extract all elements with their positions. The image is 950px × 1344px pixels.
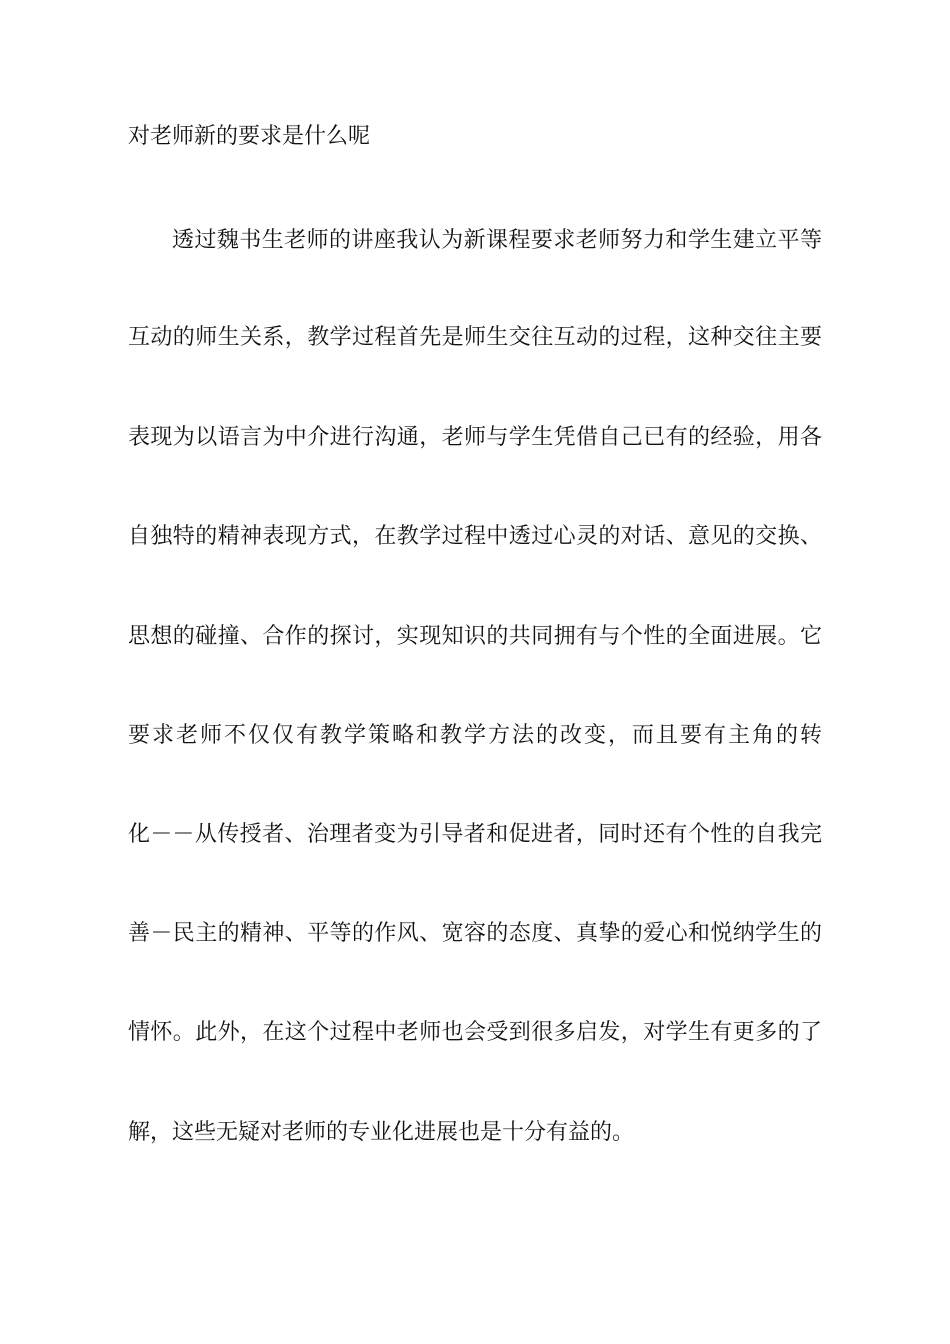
paragraph-line: 情怀。此外，在这个过程中老师也会受到很多启发，对学生有更多的了: [128, 1020, 822, 1045]
paragraph-line: 透过魏书生老师的讲座我认为新课程要求老师努力和学生建立平等: [172, 228, 822, 253]
paragraph-line: 化－－从传授者、治理者变为引导者和促进者，同时还有个性的自我完: [128, 822, 822, 847]
document-heading: 对老师新的要求是什么呢: [128, 124, 371, 149]
paragraph-line: 互动的师生关系，教学过程首先是师生交往互动的过程，这种交往主要: [128, 325, 822, 350]
paragraph-line: 要求老师不仅仅有教学策略和教学方法的改变，而且要有主角的转: [128, 723, 822, 748]
paragraph-line: 思想的碰撞、合作的探讨，实现知识的共同拥有与个性的全面进展。它: [128, 624, 822, 649]
paragraph-line: 自独特的精神表现方式，在教学过程中透过心灵的对话、意见的交换、: [128, 524, 822, 549]
paragraph-line: 解，这些无疑对老师的专业化进展也是十分有益的。: [128, 1120, 635, 1145]
paragraph-line: 善－民主的精神、平等的作风、宽容的态度、真挚的爱心和悦纳学生的: [128, 921, 822, 946]
paragraph-line: 表现为以语言为中介进行沟通，老师与学生凭借自己已有的经验，用各: [128, 425, 822, 450]
